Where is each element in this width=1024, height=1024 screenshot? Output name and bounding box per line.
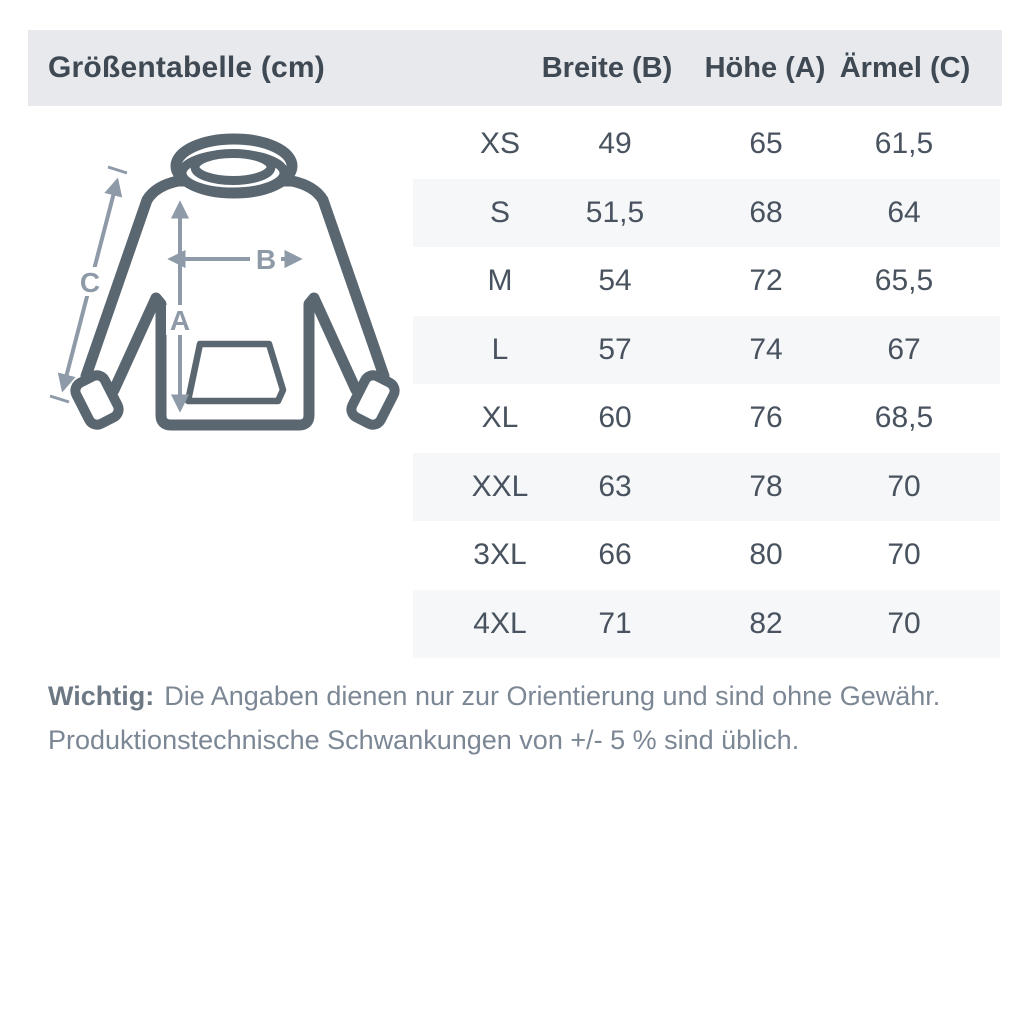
size-cell: XXL (471, 469, 529, 503)
sleeve-arrow-bottom-tick (50, 396, 69, 402)
height-label-a: A (169, 305, 191, 336)
hoehe-cell: 80 (749, 538, 783, 572)
hoodie-body-outline (72, 139, 397, 428)
hoehe-cell: 72 (749, 264, 783, 298)
size-cell: 4XL (473, 606, 527, 640)
table-row-xxl (413, 453, 1000, 522)
breite-cell: 54 (598, 264, 632, 298)
size-cell: M (487, 264, 513, 298)
page-title: Größentabelle (cm) (48, 51, 325, 84)
size-cell: S (489, 195, 511, 229)
table-row-m (413, 247, 1000, 316)
breite-cell: 60 (598, 401, 632, 435)
hoehe-cell: 68 (749, 195, 783, 229)
column-header-hoehe: Höhe (A) (704, 51, 826, 84)
breite-cell: 71 (598, 606, 632, 640)
breite-cell: 57 (598, 332, 632, 366)
aermel-cell: 70 (887, 469, 921, 503)
breite-cell: 63 (598, 469, 632, 503)
table-row-xs (413, 110, 1000, 179)
hoehe-cell: 65 (749, 127, 783, 161)
aermel-cell: 68,5 (874, 401, 934, 435)
aermel-cell: 65,5 (874, 264, 934, 298)
pocket-outline (188, 344, 283, 401)
hoodie-measurement-diagram (40, 128, 404, 448)
note-lead: Wichtig: (48, 681, 155, 711)
note-line2: Produktionstechnische Schwankungen von +/- 5 % sind üblich. (48, 725, 800, 755)
size-cell: 3XL (473, 538, 527, 572)
column-header-aermel: Ärmel (C) (839, 51, 971, 84)
breite-cell: 49 (598, 127, 632, 161)
width-label-b: B (255, 244, 277, 275)
table-row-4xl (413, 590, 1000, 659)
sleeve-label-c: C (79, 267, 101, 298)
aermel-cell: 64 (887, 195, 921, 229)
hoehe-cell: 78 (749, 469, 783, 503)
hood-opening (195, 154, 271, 181)
breite-cell: 66 (598, 538, 632, 572)
size-cell: XL (481, 401, 519, 435)
note-line1: Die Angaben dienen nur zur Orientierung und sind ohne Gewähr. (164, 681, 941, 711)
size-table (413, 110, 1000, 658)
hoehe-cell: 82 (749, 606, 783, 640)
aermel-cell: 67 (887, 332, 921, 366)
aermel-cell: 70 (887, 538, 921, 572)
aermel-cell: 70 (887, 606, 921, 640)
breite-cell: 51,5 (585, 195, 645, 229)
table-header-band (28, 30, 1002, 106)
hoehe-cell: 74 (749, 332, 783, 366)
size-cell: XS (479, 127, 521, 161)
size-cell: L (491, 332, 509, 366)
table-row-s (413, 179, 1000, 248)
sleeve-arrow-top-tick (108, 167, 127, 173)
table-row-3xl (413, 521, 1000, 590)
aermel-cell: 61,5 (874, 127, 934, 161)
hoehe-cell: 76 (749, 401, 783, 435)
disclaimer-note (48, 674, 978, 762)
table-row-l (413, 316, 1000, 385)
column-header-breite: Breite (B) (541, 51, 673, 84)
table-row-xl (413, 384, 1000, 453)
